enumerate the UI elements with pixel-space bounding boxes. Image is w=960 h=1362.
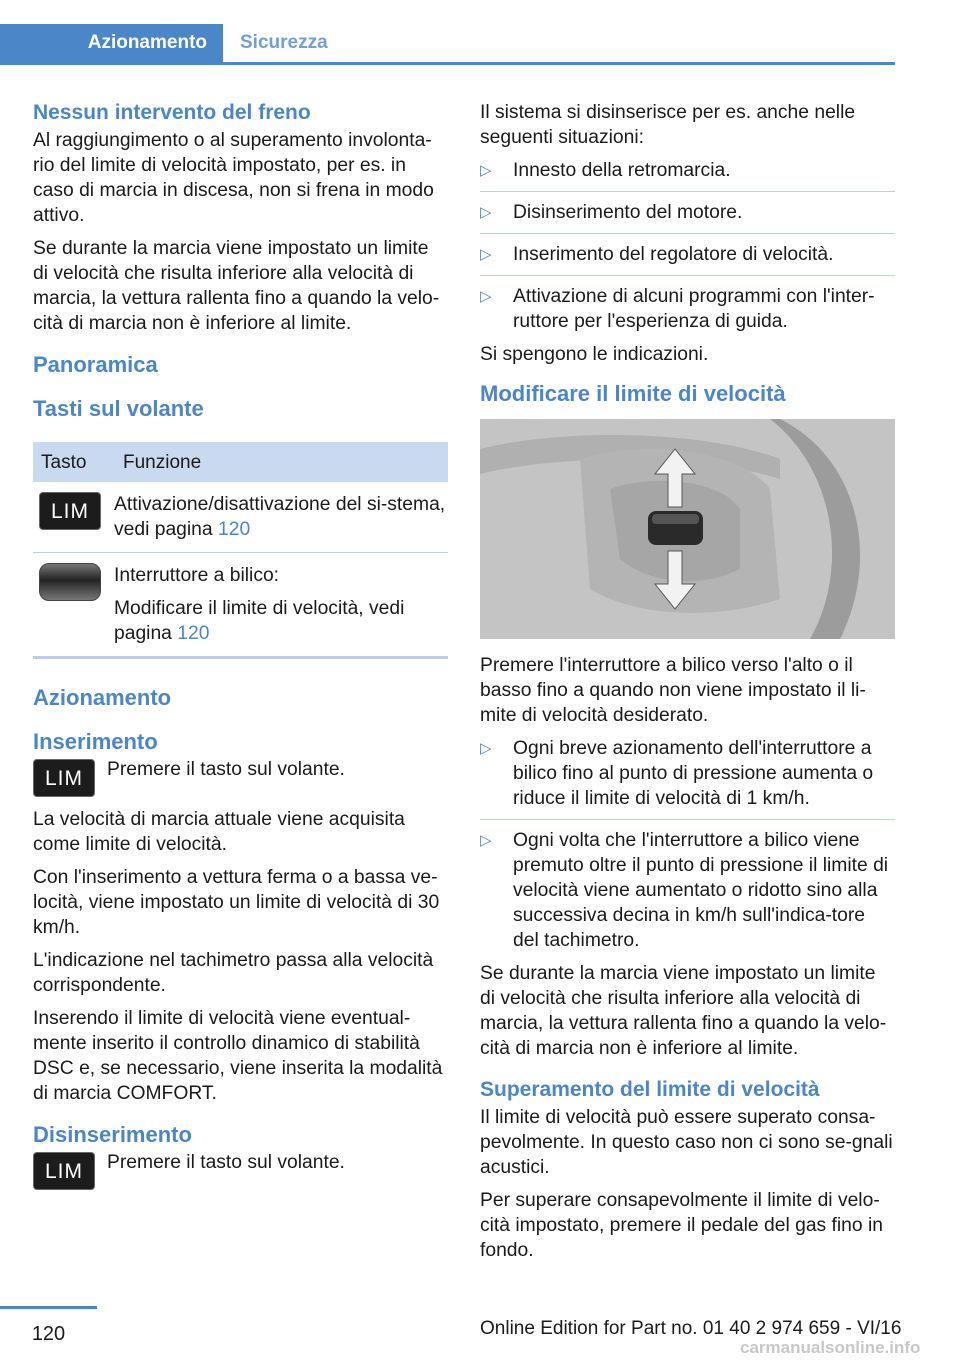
list-item-text: Innesto della retromarcia. <box>513 160 731 181</box>
paragraph: La velocità di marcia attuale viene acquisita come limite di velocità. <box>33 809 405 855</box>
heading-no-brake: Nessun intervento del freno <box>33 101 311 124</box>
heading-operation: Azionamento <box>33 685 172 710</box>
switch-on-row <box>33 757 448 799</box>
triangle-bullet-icon: ▷ <box>480 288 492 305</box>
switch-off-text: Premere il tasto sul volante. <box>107 1152 345 1173</box>
rocker-switch-icon <box>39 563 101 601</box>
col-header-function: Funzione <box>114 442 448 482</box>
list-item-text: Attivazione di alcuni programmi con l'inter‐ruttore per l'esperienza di guida. <box>513 286 875 332</box>
list-item <box>480 828 895 953</box>
table-cell-icon <box>33 482 114 553</box>
paragraph: Il sistema si disinserisce per es. anche nelle seguenti situazioni: <box>480 102 856 148</box>
list-item <box>480 736 895 820</box>
paragraph: Il limite di velocità può essere superato consa‐pevolmente. In questo caso non ci sono se‐gnali acustici. <box>480 1107 893 1178</box>
triangle-bullet-icon: ▷ <box>480 832 492 849</box>
list-item <box>480 284 895 334</box>
list-item-text: Ogni breve azionamento dell'interruttore a bilico fino al punto di pressione aumenta o riduce il limite di velocità di 1 km/h. <box>513 738 874 809</box>
heading-steering-keys: Tasti sul volante <box>33 396 204 421</box>
paragraph: Per superare consapevolmente il limite di velo‐cità impostato, premere il pedale del gas fino in fondo. <box>480 1190 883 1261</box>
page-link[interactable]: 120 <box>218 519 251 540</box>
col-header-key: Tasto <box>33 442 114 482</box>
list-item-text: Ogni volta che l'interruttore a bilico viene premuto oltre il punto di pressione il limite di velocità viene aumentato o ridotto sino alla successiva decina in km/h sull'indica‐tore del tachimetro. <box>513 830 889 951</box>
table-cell-icon <box>33 553 114 658</box>
watermark: carmanualsonline.info <box>740 1338 921 1357</box>
triangle-bullet-icon: ▷ <box>480 204 492 221</box>
list-item-text: Inserimento del regolatore di velocità. <box>513 244 834 265</box>
page-number: 120 <box>0 1306 97 1346</box>
heading-switch-on: Inserimento <box>33 729 158 754</box>
paragraph: Premere l'interruttore a bilico verso l'alto o il basso fino a quando non viene impostato il li‐mite di velocità desiderato. <box>480 655 866 726</box>
paragraph: Se durante la marcia viene impostato un limite di velocità che risulta inferiore alla velocità di marcia, la vettura rallenta fino a quando la velo‐cità di marcia non è inferiore al limite. <box>33 238 440 334</box>
keys-table <box>33 442 448 659</box>
header-bar <box>0 24 895 65</box>
table-cell-function <box>114 482 448 553</box>
row-line: Interruttore a bilico: <box>114 565 280 586</box>
lim-button-icon: LIM <box>39 492 101 530</box>
switch-off-row <box>33 1150 448 1192</box>
paragraph: Con l'inserimento a vettura ferma o a bassa ve‐locità, viene impostato un limite di velocità di 30 km/h. <box>33 867 440 938</box>
steering-wheel-rocker-illustration <box>480 419 895 639</box>
paragraph: L'indicazione nel tachimetro passa alla velocità corrispondente. <box>33 950 434 996</box>
list-item <box>480 200 895 234</box>
tab-sicurezza[interactable]: Sicurezza <box>240 32 328 53</box>
left-column <box>33 100 448 1200</box>
triangle-bullet-icon: ▷ <box>480 162 492 179</box>
table-cell-function <box>114 553 448 658</box>
switch-on-text: Premere il tasto sul volante. <box>107 759 345 780</box>
list-item <box>480 158 895 192</box>
lim-button-icon: LIM <box>33 759 95 797</box>
page-link[interactable]: 120 <box>177 623 210 644</box>
paragraph: Inserendo il limite di velocità viene eventual‐mente inserito il controllo dinamico di stabilità DSC e, se necessario, viene inserita la modalità di marcia COMFORT. <box>33 1008 443 1104</box>
list-item <box>480 242 895 276</box>
list-item-text: Disinserimento del motore. <box>513 202 743 223</box>
rocker-steps-list <box>480 736 895 953</box>
table-header <box>33 442 448 482</box>
triangle-bullet-icon: ▷ <box>480 740 492 757</box>
heading-exceed-limit: Superamento del limite di velocità <box>480 1078 820 1101</box>
triangle-bullet-icon: ▷ <box>480 246 492 263</box>
heading-overview: Panoramica <box>33 352 158 377</box>
row-text: Attivazione/disattivazione del si‐stema, vedi pagina <box>114 494 446 540</box>
right-column <box>480 100 895 1271</box>
paragraph: Al raggiungimento o al superamento involonta‐rio del limite di velocità impostato, per es. in caso di marcia in discesa, non si frena in modo attivo. <box>33 130 434 226</box>
tab-azionamento[interactable]: Azionamento <box>0 24 223 62</box>
deactivation-list <box>480 158 895 334</box>
heading-modify-limit: Modificare il limite di velocità <box>480 381 786 406</box>
paragraph: Se durante la marcia viene impostato un limite di velocità che risulta inferiore alla velocità di marcia, la vettura rallenta fino a quando la velo‐cità di marcia non è inferiore al limite. <box>480 963 887 1059</box>
table-row <box>33 482 448 553</box>
heading-switch-off: Disinserimento <box>33 1122 192 1147</box>
table-row <box>33 553 448 658</box>
row-text: Modificare il limite di velocità, vedi pagina <box>114 598 405 644</box>
paragraph: Si spengono le indicazioni. <box>480 344 709 365</box>
edition-footer: Online Edition for Part no. 01 40 2 974 659 - VI/16 <box>480 1318 902 1339</box>
lim-button-icon: LIM <box>33 1152 95 1190</box>
